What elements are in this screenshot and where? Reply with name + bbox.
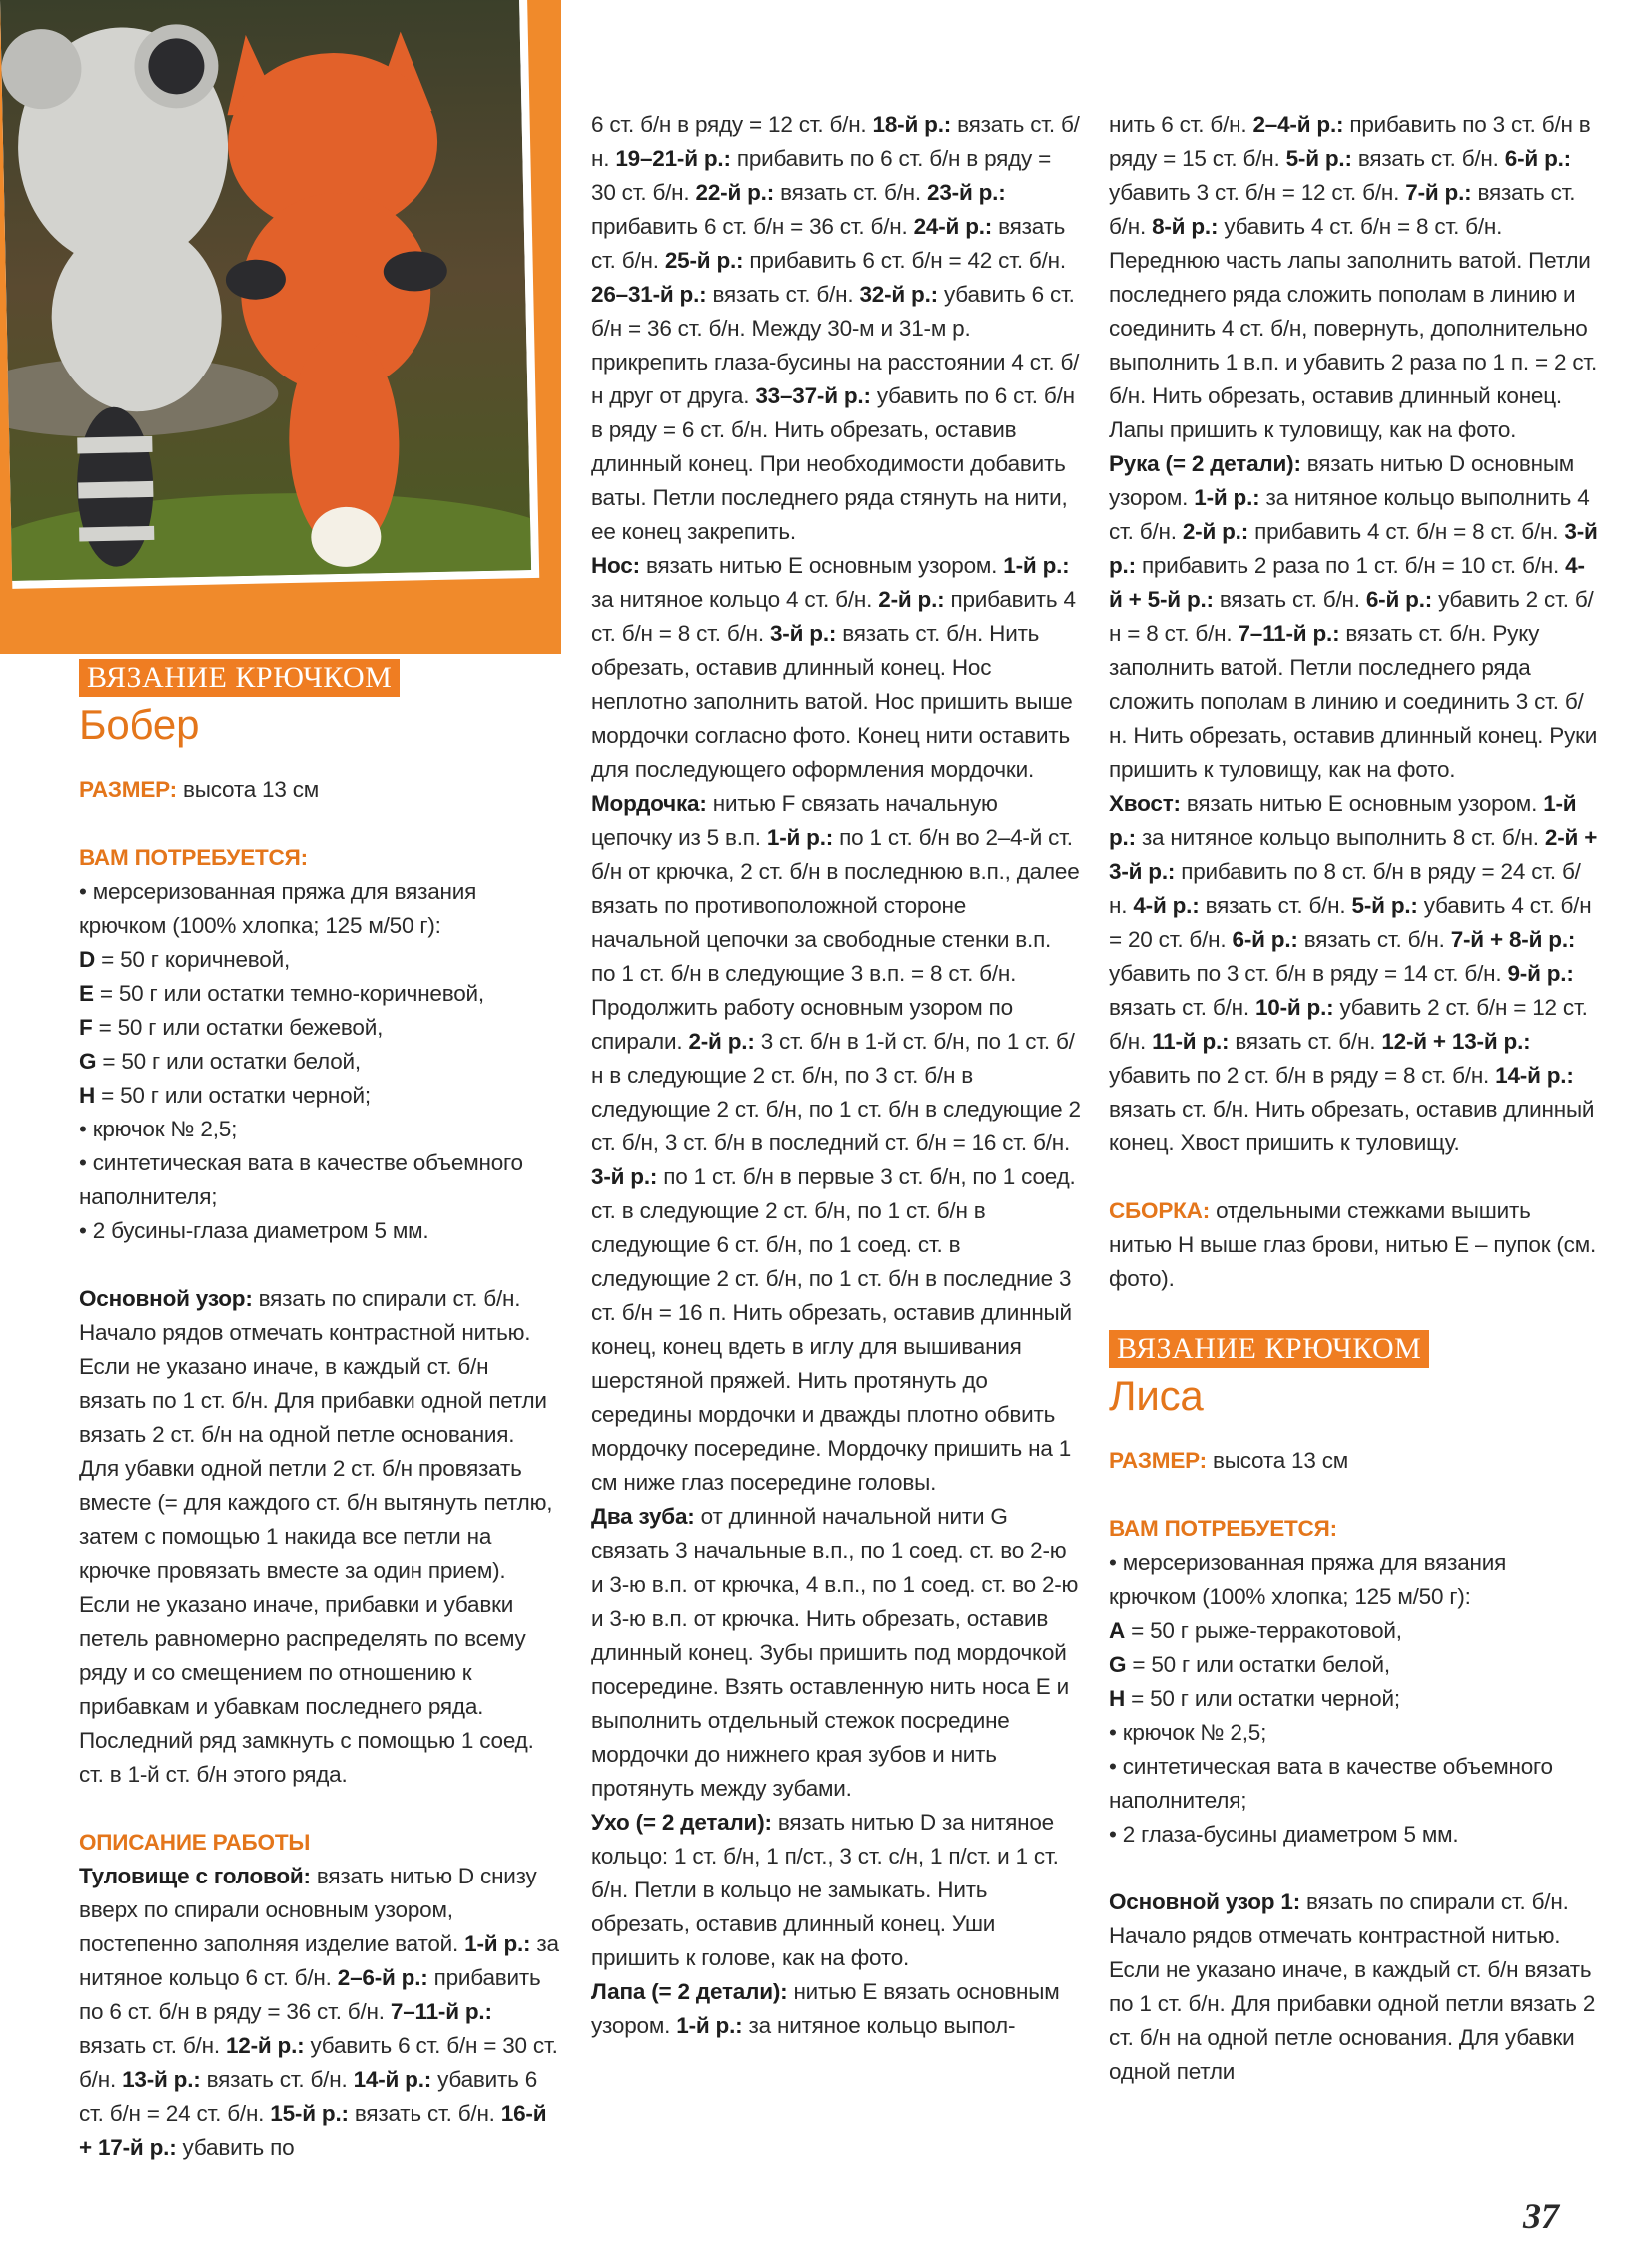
fox-title: Лиса bbox=[1109, 1372, 1204, 1419]
beaver-section-tag: ВЯЗАНИЕ КРЮЧКОМ bbox=[79, 659, 400, 697]
ear-instructions: Ухо (= 2 детали): вязать нитью D за нитяное кольцо: 1 ст. б/н, 1 п/ст., 3 ст. с/н, 1 п/ст. и 1 ст. б/н. Петли в кольцо не замыкать. Нить обрезать, оставив длинный конец. Уши пришить к голове, как на фото. bbox=[591, 1810, 1059, 1970]
assembly-instructions: СБОРКА: отдельными стежками вышить нитью H выше глаз брови, нитью E – пупок (см. фото). bbox=[1109, 1198, 1597, 1291]
photo-illustration bbox=[0, 0, 531, 581]
paw-continued: нить 6 ст. б/н. 2–4-й р.: прибавить по 3 ст. б/н в ряду = 15 ст. б/н. 5-й р.: вязать ст. б/н. 6-й р.: убавить 3 ст. б/н = 12 ст. б/н. 7-й р.: вязать ст. б/н. 8-й р.: убавить 4 ст. б/н = 8 ст. б/н. Переднюю часть лапы заполнить ватой. Петли последнего ряда сложить пополам в линию и соединить 4 ст. б/н, повернуть, дополнительно выполнить 1 в.п. и убавить 2 раза по 1 п. = 2 ст. б/н. Нить обрезать, оставив длинный конец. Лапы пришить к туловищу, как на фото. bbox=[1109, 112, 1598, 442]
fox-filler: • синтетическая вата в качестве объемного наполнителя; bbox=[1109, 1754, 1553, 1813]
beaver-yarn-d: D = 50 г коричневой, bbox=[79, 947, 291, 972]
fox-pattern: Основной узор 1: вязать по спирали ст. б/н. Начало рядов отмечать контрастной нитью. Если не указано иначе, в каждый ст. б/н вязать по 1 ст. б/н. Для прибавки одной петли вязать 2 ст. б/н на одной петле основания. Для убавки одной петли bbox=[1109, 1889, 1596, 2084]
fox-beads: • 2 глаза-бусины диаметром 5 мм. bbox=[1109, 1822, 1459, 1847]
beaver-size: РАЗМЕР: высота 13 см bbox=[79, 777, 320, 802]
teeth-instructions: Два зуба: от длинной начальной нити G связать 3 начальные в.п., по 1 соед. ст. во 2-ю и 3-ю в.п. от крючка, 4 в.п., по 1 соед. ст. во 2-ю и 3-ю в.п. от крючка. Нить обрезать, оставив длинный конец. Зубы пришить под мордочкой посередине. Взять оставленную нить носа E и выполнить отдельный стежок посредине мордочки до нижнего края зубов и нить протянуть между зубами. bbox=[591, 1504, 1079, 1801]
fox-yarn-a: A = 50 г рыже-терракотовой, bbox=[1109, 1618, 1402, 1643]
beaver-yarn-h: H = 50 г или остатки черной; bbox=[79, 1083, 371, 1108]
fox-yarn-h: H = 50 г или остатки черной; bbox=[1109, 1686, 1400, 1711]
amigurumi-photo bbox=[0, 0, 539, 589]
column-1 bbox=[79, 659, 560, 2165]
beaver-pattern: Основной узор: вязать по спирали ст. б/н. Начало рядов отмечать контрастной нитью. Если не указано иначе, в каждый ст. б/н вязать по 1 ст. б/н. Для прибавки одной петли вязать 2 ст. б/н на одной петле основания. Для убавки одной петли 2 ст. б/н провязать вместе (= для каждого ст. б/н вытянуть петлю, затем с помощью 1 накида все петли на крючке провязать вместе за один прием). Если не указано иначе, прибавки и убавки петель равномерно распределять по всему ряду и со смещением по отношению к прибавкам и убавкам последнего ряда. Последний ряд замкнуть с помощью 1 соед. ст. в 1-й ст. б/н этого ряда. bbox=[79, 1286, 553, 1787]
fox-materials-heading: ВАМ ПОТРЕБУЕТСЯ: bbox=[1109, 1516, 1337, 1541]
beaver-title: Бобер bbox=[79, 701, 200, 748]
fox-section-tag: ВЯЗАНИЕ КРЮЧКОМ bbox=[1109, 1330, 1429, 1368]
muzzle-instructions: Мордочка: нитью F связать начальную цепочку из 5 в.п. 1-й р.: по 1 ст. б/н во 2–4-й ст. б/н от крючка, 2 ст. б/н в последнюю в.п., далее вязать по противоположной стороне начальной цепочки за свободные стенки в.п. по 1 ст. б/н в следующие 3 в.п. = 8 ст. б/н. Продолжить работу основным узором по спирали. 2-й р.: 3 ст. б/н в 1-й ст. б/н, по 1 ст. б/н в следующие 2 ст. б/н, по 3 ст. б/н в следующие 2 ст. б/н, по 1 ст. б/н в следующие 2 ст. б/н, 3 ст. б/н в последний ст. б/н = 16 ст. б/н. 3-й р.: по 1 ст. б/н в первые 3 ст. б/н, по 1 соед. ст. в следующие 2 ст. б/н, по 1 ст. б/н в следующие 6 ст. б/н, по 1 соед. ст. в следующие 2 ст. б/н, по 1 ст. б/н в последние 3 ст. б/н = 16 п. Нить обрезать, оставив длинный конец, конец вдеть в иглу для вышивания шерстяной пряжей. Нить протянуть до середины мордочки и дважды плотно обвить мордочку посередине. Мордочку пришить на 1 см ниже глаз посередине головы. bbox=[591, 791, 1081, 1495]
photo-frame bbox=[0, 0, 561, 654]
fox-yarn-g: G = 50 г или остатки белой, bbox=[1109, 1652, 1390, 1677]
column-3 bbox=[1109, 108, 1598, 2089]
beaver-filler: • синтетическая вата в качестве объемного наполнителя; bbox=[79, 1150, 523, 1209]
paw-instructions: Лапа (= 2 детали): нитью E вязать основным узором. 1-й р.: за нитяное кольцо выпол- bbox=[591, 1979, 1060, 2038]
beaver-hook: • крючок № 2,5; bbox=[79, 1117, 238, 1141]
beaver-work-heading: ОПИСАНИЕ РАБОТЫ bbox=[79, 1830, 311, 1855]
beaver-beads: • 2 бусины-глаза диаметром 5 мм. bbox=[79, 1218, 429, 1243]
fox-materials-yarn: • мерсеризованная пряжа для вязания крючком (100% хлопка; 125 м/50 г): bbox=[1109, 1550, 1507, 1609]
column-2 bbox=[591, 108, 1081, 2043]
beaver-yarn-f: F = 50 г или остатки бежевой, bbox=[79, 1015, 384, 1040]
beaver-materials-yarn: • мерсеризованная пряжа для вязания крючком (100% хлопка; 125 м/50 г): bbox=[79, 879, 477, 938]
page-number: 37 bbox=[1523, 2196, 1559, 2236]
beaver-yarn-e: E = 50 г или остатки темно-коричневой, bbox=[79, 981, 484, 1006]
fox-size: РАЗМЕР: высота 13 см bbox=[1109, 1448, 1349, 1473]
fox-hook: • крючок № 2,5; bbox=[1109, 1720, 1267, 1745]
body-continued: 6 ст. б/н в ряду = 12 ст. б/н. 18-й р.: вязать ст. б/н. 19–21-й р.: прибавить по 6 ст. б/н в ряду = 30 ст. б/н. 22-й р.: вязать ст. б/н. 23-й р.: прибавить 6 ст. б/н = 36 ст. б/н. 24-й р.: вязать ст. б/н. 25-й р.: прибавить 6 ст. б/н = 42 ст. б/н. 26–31-й р.: вязать ст. б/н. 32-й р.: убавить 6 ст. б/н = 36 ст. б/н. Между 30-м и 31-м р. прикрепить глаза-бусины на расстоянии 4 ст. б/н друг от друга. 33–37-й р.: убавить по 6 ст. б/н в ряду = 6 ст. б/н. Нить обрезать, оставив длинный конец. При необходимости добавить ваты. Петли последнего ряда стянуть на нити, ее конец закрепить. bbox=[591, 112, 1080, 544]
beaver-yarn-g: G = 50 г или остатки белой, bbox=[79, 1049, 361, 1074]
beaver-materials-heading: ВАМ ПОТРЕБУЕТСЯ: bbox=[79, 845, 308, 870]
arm-instructions: Рука (= 2 детали): вязать нитью D основным узором. 1-й р.: за нитяное кольцо выполнить 4 ст. б/н. 2-й р.: прибавить 4 ст. б/н = 8 ст. б/н. 3-й р.: прибавить 2 раза по 1 ст. б/н = 10 ст. б/н. 4-й + 5-й р.: вязать ст. б/н. 6-й р.: убавить 2 ст. б/н = 8 ст. б/н. 7–11-й р.: вязать ст. б/н. Руку заполнить ватой. Петли последнего ряда сложить пополам в линию и соединить 3 ст. б/н. Нить обрезать, оставив длинный конец. Руки пришить к туловищу, как на фото. bbox=[1109, 451, 1598, 782]
nose-instructions: Нос: вязать нитью E основным узором. 1-й р.: за нитяное кольцо 4 ст. б/н. 2-й р.: прибавить 4 ст. б/н = 8 ст. б/н. 3-й р.: вязать ст. б/н. Нить обрезать, оставив длинный конец. Нос неплотно заполнить ватой. Нос пришить выше мордочки согласно фото. Конец нити оставить для последующего оформления мордочки. bbox=[591, 553, 1076, 782]
tail-instructions: Хвост: вязать нитью E основным узором. 1-й р.: за нитяное кольцо выполнить 8 ст. б/н. 2-й + 3-й р.: прибавить по 8 ст. б/н в ряду = 24 ст. б/н. 4-й р.: вязать ст. б/н. 5-й р.: убавить 4 ст. б/н = 20 ст. б/н. 6-й р.: вязать ст. б/н. 7-й + 8-й р.: убавить по 3 ст. б/н в ряду = 14 ст. б/н. 9-й р.: вязать ст. б/н. 10-й р.: убавить 2 ст. б/н = 12 ст. б/н. 11-й р.: вязать ст. б/н. 12-й + 13-й р.: убавить по 2 ст. б/н в ряду = 8 ст. б/н. 14-й р.: вязать ст. б/н. Нить обрезать, оставив длинный конец. Хвост пришить к туловищу. bbox=[1109, 791, 1598, 1155]
beaver-body-instructions: Туловище с головой: вязать нитью D снизу вверх по спирали основным узором, постепенно заполняя изделие ватой. 1-й р.: за нитяное кольцо 6 ст. б/н. 2–6-й р.: прибавить по 6 ст. б/н в ряду = 36 ст. б/н. 7–11-й р.: вязать ст. б/н. 12-й р.: убавить 6 ст. б/н = 30 ст. б/н. 13-й р.: вязать ст. б/н. 14-й р.: убавить 6 ст. б/н = 24 ст. б/н. 15-й р.: вязать ст. б/н. 16-й + 17-й р.: убавить по bbox=[79, 1864, 559, 2160]
